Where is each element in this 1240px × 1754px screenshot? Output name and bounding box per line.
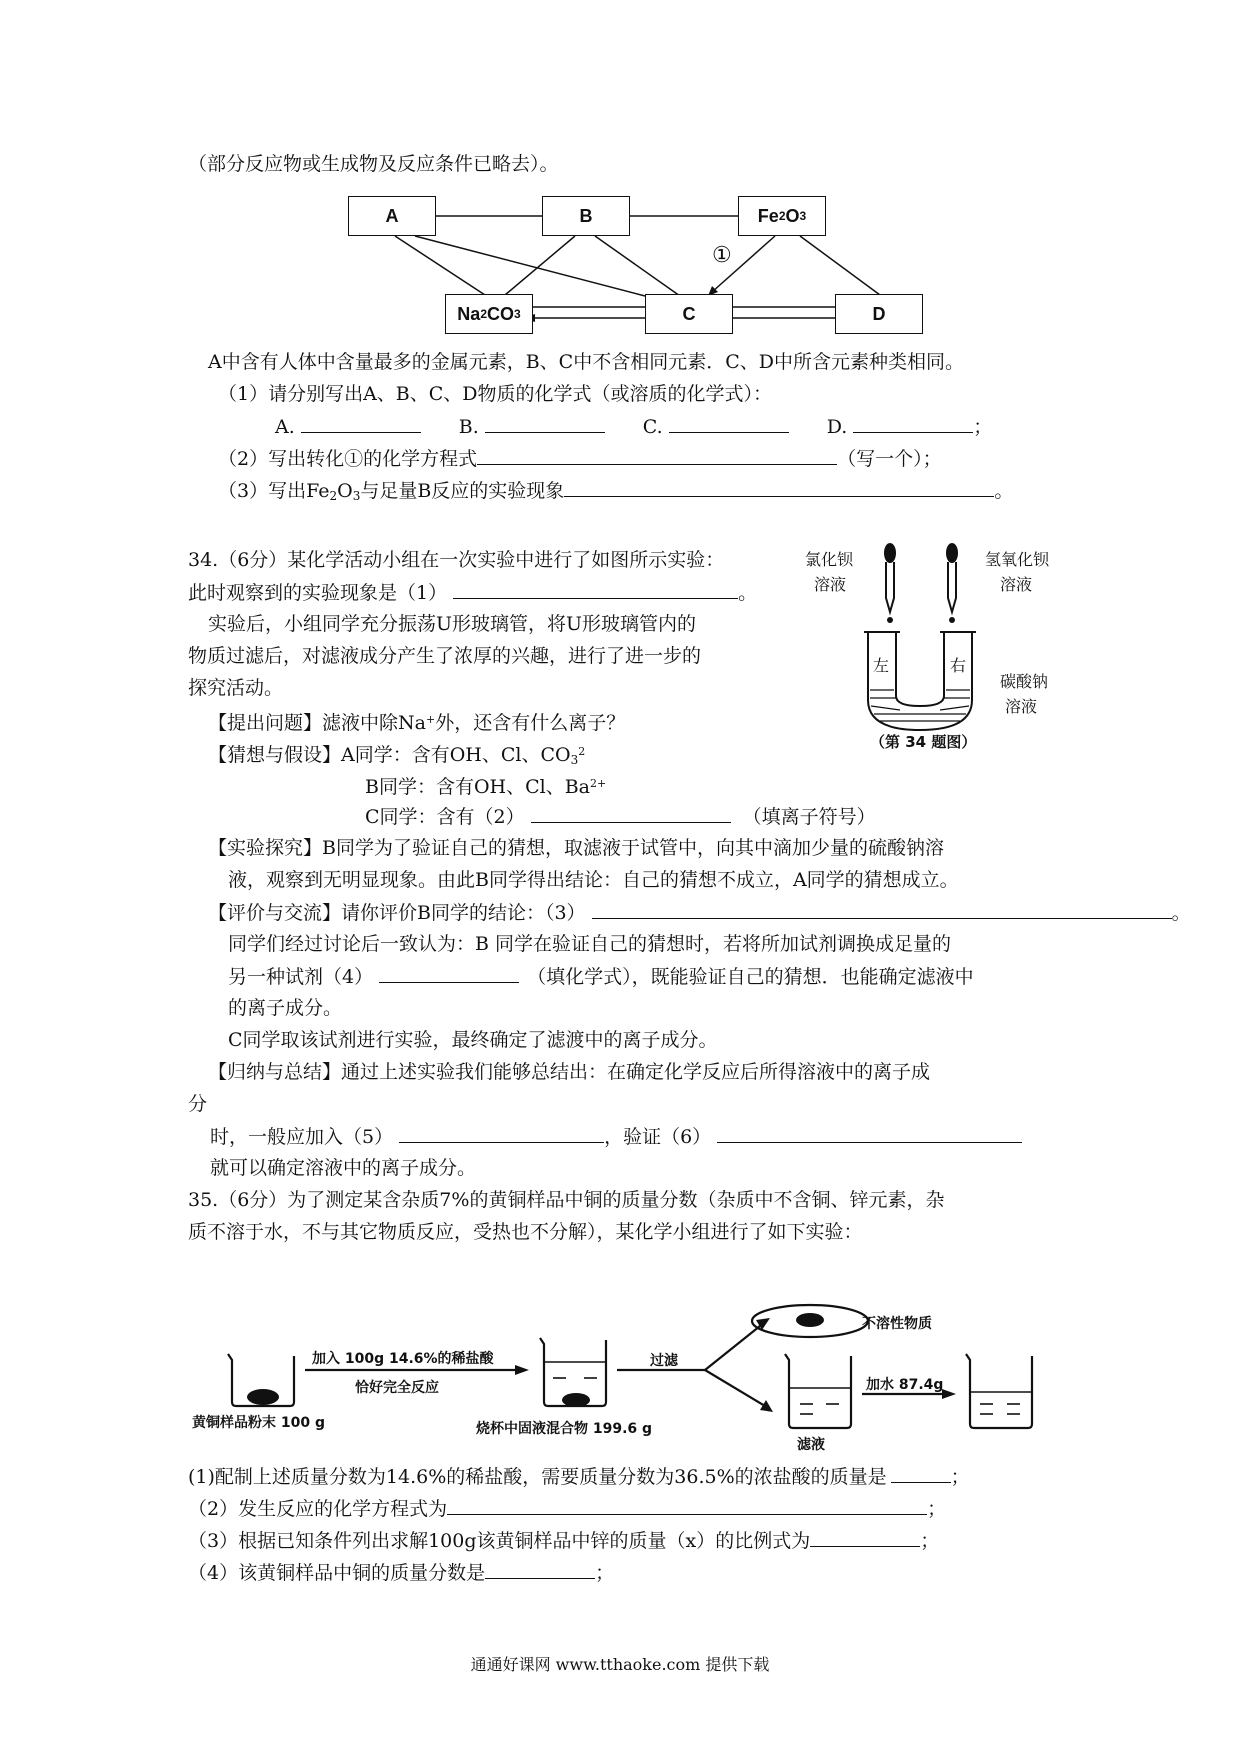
q34-discussion-1: 同学们经过讨论后一致认为：B 同学在验证自己的猜想时，若将所加试剂调换成足量的	[228, 933, 952, 955]
page-footer: 通通好课网 www.tthaoke.com 提供下载	[470, 1655, 770, 1674]
q34-discussion-2: 另一种试剂（4） （填化学式），既能验证自己的猜想．也能确定滤液中	[228, 966, 974, 988]
q35-part2: （2）发生反应的化学方程式为 ；	[188, 1498, 947, 1520]
q33-part1: （1）请分别写出A、B、C、D物质的化学式（或溶质的化学式）：	[218, 383, 773, 405]
baoh2-label-2: 溶液	[1000, 575, 1033, 594]
q35-part3: （3）根据已知条件列出求解100g该黄铜样品中锌的质量（x）的比例式为 ；	[188, 1530, 940, 1552]
na2co3-label-2: 溶液	[1005, 697, 1038, 716]
conversion-1-label: ①	[712, 243, 732, 268]
q33-intro: （部分反应物或生成物及反应条件已略去）。	[188, 153, 559, 175]
right-arm-label: 右	[950, 656, 967, 675]
q34-c-experiment: C同学取该试剂进行实验，最终确定了滤渡中的离子成分。	[228, 1029, 718, 1051]
add-acid-label: 加入 100g 14.6%的稀盐酸	[312, 1351, 494, 1367]
q34-summary-2: 分	[188, 1093, 208, 1115]
q33-part3: （3）写出$Fe_2O_3$与足量B反应的实验现象 。	[218, 480, 1014, 503]
q34-experiment-2: 液，观察到无明显现象。由此B同学得出结论：自己的猜想不成立，A同学的猜想成立。	[228, 869, 959, 891]
q34-line1: 34.（6分）某化学活动小组在一次实验中进行了如图所示实验：	[188, 549, 725, 571]
q34-discussion-3: 的离子成分。	[228, 997, 343, 1019]
sample-label: 黄铜样品粉末 100 g	[192, 1415, 325, 1431]
q33-description: A中含有人体中含量最多的金属元素，B、C中不含相同元素．C、D中所含元素种类相同。	[208, 351, 964, 373]
q33-part2: （2）写出转化①的化学方程式 （写一个）；	[218, 448, 942, 470]
filter-label: 过滤	[650, 1353, 678, 1369]
box-fe2o3: Fe 2 O 3	[738, 196, 826, 236]
figure-34-caption: （第 34 题图）	[870, 733, 977, 751]
add-water-label: 加水 87.4g	[866, 1377, 944, 1393]
insoluble-label: 不溶性物质	[862, 1316, 932, 1332]
q34-evaluation: 【评价与交流】请你评价B同学的结论：（3） 。	[208, 902, 1191, 924]
q34-hypothesis-a: 【猜想与假设】A同学：含有OH、Cl、$CO_3^2$	[208, 744, 586, 767]
q34-summary-3: 时，一般应加入（5） ，验证（6）	[210, 1124, 1022, 1149]
q34-line4: 物质过滤后，对滤液成分产生了浓厚的兴趣，进行了进一步的	[188, 645, 702, 667]
q34-experiment-1: 【实验探究】B同学为了验证自己的猜想，取滤液于试管中，向其中滴加少量的硫酸钠溶	[208, 837, 944, 859]
box-a: A	[348, 196, 436, 236]
q34-line5: 探究活动。	[188, 677, 284, 699]
filtrate-label: 滤液	[797, 1437, 825, 1453]
mixture-label: 烧杯中固液混合物 199.6 g	[476, 1421, 653, 1437]
box-na2co3: Na 2 CO 3	[445, 294, 533, 334]
q34-summary-4: 就可以确定溶液中的离子成分。	[210, 1157, 477, 1179]
q35-part1: (1)配制上述质量分数为14.6%的稀盐酸，需要质量分数为36.5%的浓盐酸的质量是 ；	[188, 1466, 970, 1488]
q34-summary-1: 【归纳与总结】通过上述实验我们能够总结出：在确定化学反应后所得溶液中的离子成	[208, 1061, 931, 1083]
left-arm-label: 左	[873, 656, 890, 675]
bacl2-label-2: 溶液	[814, 575, 847, 594]
q35-part4: （4）该黄铜样品中铜的质量分数是 ；	[188, 1562, 615, 1584]
complete-reaction-label: 恰好完全反应	[355, 1380, 439, 1396]
na2co3-label: 碳酸钠	[1000, 672, 1049, 691]
q35-line2: 质不溶于水，不与其它物质反应，受热也不分解），某化学小组进行了如下实验：	[188, 1221, 863, 1243]
q34-hypothesis-b: B同学：含有OH、Cl、$Ba^{2+}$	[365, 776, 607, 798]
q35-line1: 35.（6分）为了测定某含杂质7%的黄铜样品中铜的质量分数（杂质中不含铜、锌元素，杂	[188, 1189, 945, 1211]
q34-question: 【提出问题】滤液中除Na+外，还含有什么离子？	[208, 712, 626, 734]
box-c: C	[645, 294, 733, 334]
q34-line2: 此时观察到的实验现象是（1） 。	[188, 582, 758, 604]
bacl2-label: 氯化钡	[805, 550, 854, 569]
box-b: B	[542, 196, 630, 236]
q33-part1-blanks: A. B. C. D. ；	[275, 416, 993, 438]
box-d: D	[835, 294, 923, 334]
q34-line3: 实验后，小组同学充分振荡U形玻璃管，将U形玻璃管内的	[208, 613, 697, 635]
q34-hypothesis-c: C同学：含有（2） （填离子符号）	[365, 806, 876, 828]
baoh2-label: 氢氧化钡	[985, 550, 1050, 569]
